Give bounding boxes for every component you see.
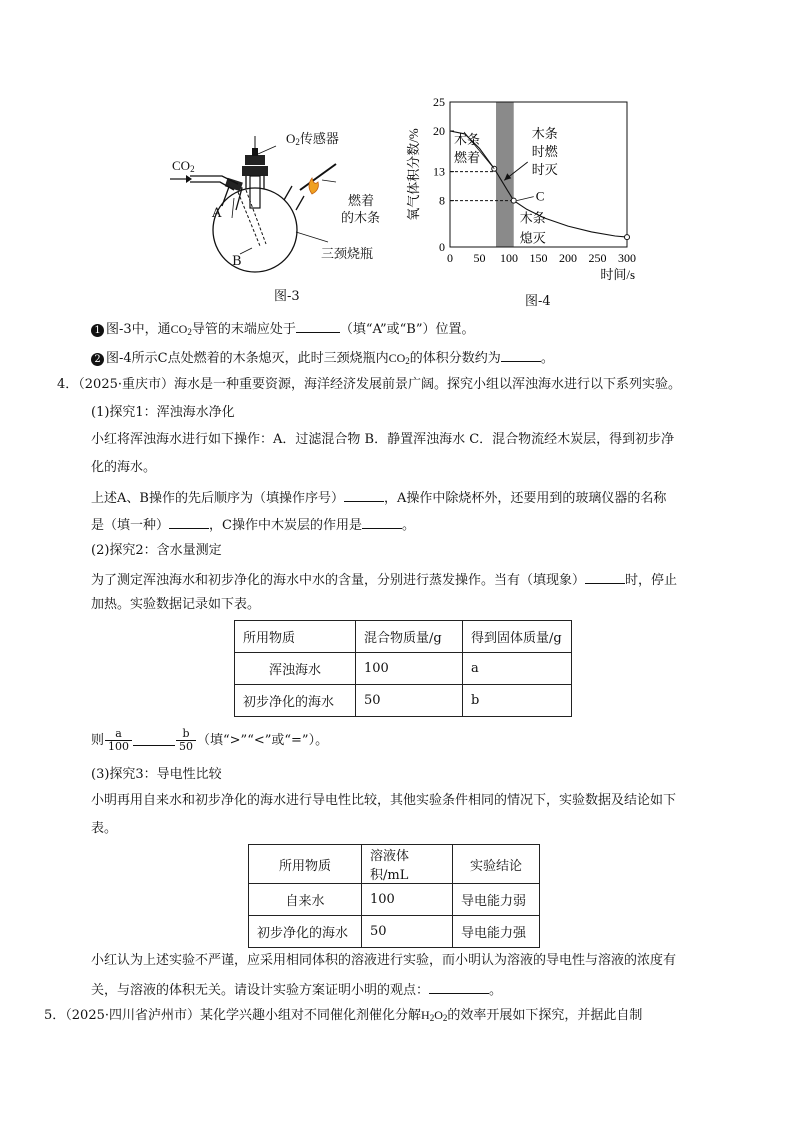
q4-p3-l4-b: 。 [489, 983, 503, 998]
question-source: （2025·重庆市） [78, 377, 174, 392]
q3-l1-tail: （填“A”或“B”）位置。 [339, 322, 475, 337]
q3-line-1 [91, 318, 474, 341]
table-header-row [249, 845, 540, 884]
flask-label: 三颈烧瓶 [321, 247, 374, 262]
q4-compare-line [91, 726, 328, 756]
q4-p3-title: (3)探究3：导电性比较 [91, 767, 222, 782]
answer-blank[interactable] [362, 514, 402, 529]
q4-p2-line-1 [91, 569, 677, 590]
q4-p3-line-1: 小明再用自来水和初步净化的海水进行导电性比较，其他实验条件相同的情况下，实验数据及结论如下 [91, 793, 677, 808]
q4-p1-line-3 [91, 487, 666, 508]
formula-h: H [421, 1008, 430, 1022]
table-cell: a [463, 653, 572, 685]
q4-intro [57, 376, 681, 394]
annotation-out-2: 熄灭 [519, 230, 546, 246]
table-conductivity [248, 844, 540, 948]
q3-l1-pre: 图-3中，通 [106, 322, 171, 337]
q4-p1-line-1: 小红将浑浊海水进行如下操作：A．过滤混合物 B．静置浑浊海水 C．混合物流经木炭层，得到初步净 [91, 432, 675, 447]
fraction-denominator: 50 [176, 740, 196, 753]
table-cell: 初步净化的海水 [235, 685, 356, 717]
o2-rest: 传感器 [299, 131, 339, 146]
q4-p3-line-4 [91, 979, 502, 1000]
table-row [235, 685, 572, 717]
q4-p1-l3-a: 上述A、B操作的先后顺序为（填操作序号） [91, 491, 344, 506]
o2-sensor-label [286, 128, 339, 147]
y-axis-label: 氧气体积分数/% [406, 128, 421, 221]
annotation-dim-3: 时灭 [531, 162, 558, 177]
co2-main: CO [172, 158, 191, 173]
formula-sub: 2 [442, 1013, 448, 1023]
y-tick-label: 20 [433, 124, 445, 138]
answer-blank[interactable] [429, 979, 489, 994]
q3-line-2 [91, 347, 554, 370]
figure-4-caption: 图-4 [525, 294, 551, 309]
table-row [249, 916, 540, 948]
label-a: A [212, 206, 222, 221]
table-header: 实验结论 [453, 845, 540, 884]
x-tick-label: 150 [529, 251, 548, 265]
h2o2-formula [421, 1008, 447, 1022]
q4-p1-title: (1)探究1：浑浊海水净化 [91, 405, 235, 420]
y-tick-label: 0 [439, 240, 445, 254]
q4-intro-text: 海水是一种重要资源，海洋经济发展前景广阔。探究小组以浑浊海水进行以下系列实验。 [174, 377, 682, 392]
q4-p3-l4-a: 关，与溶液的体积无关。请设计实验方案证明小明的观点： [91, 983, 430, 998]
figure-3-caption: 图-3 [274, 289, 300, 304]
annotation-burning-2: 燃着 [454, 150, 481, 165]
circle-number-2: 2 [91, 353, 104, 366]
co2-label [172, 158, 195, 174]
q3-l2-tail: 。 [540, 351, 554, 366]
table-cell: 50 [362, 916, 453, 948]
middle-stopper [242, 166, 268, 176]
o2-sub: 2 [295, 137, 300, 147]
fraction-a-100 [105, 728, 132, 753]
point-label-c: C [535, 188, 545, 204]
q4-p3-line-3: 小红认为上述实验不严谨，应采用相同体积的溶液进行实验，而小明认为溶液的导电性与溶液的浓度有 [91, 953, 677, 968]
table-cell: 100 [356, 653, 463, 685]
x-tick-label: 300 [618, 251, 636, 265]
fraction-b-50 [176, 728, 196, 753]
formula-o: O [434, 1008, 443, 1022]
question-number: 4． [57, 377, 79, 392]
answer-blank[interactable] [344, 487, 384, 502]
table-cell: 100 [362, 884, 453, 916]
label-b: B [232, 254, 242, 269]
q4-p3-line-2: 表。 [91, 821, 118, 836]
data-point [625, 235, 630, 240]
table-cell: 自来水 [249, 884, 362, 916]
q3-l2-sub: 2 [405, 356, 410, 366]
table-header: 所用物质 [235, 621, 356, 653]
fraction-numerator: b [182, 727, 190, 740]
circle-number-1: 1 [91, 324, 104, 337]
annotation-burning-1: 木条 [454, 132, 481, 147]
q4-p2-l1-b: 时，停止 [625, 573, 678, 588]
annotation-out-1: 木条 [519, 210, 546, 226]
q4-p1-l3-b: ，A操作中除烧杯外，还要用到的玻璃仪器的名称 [383, 491, 667, 506]
point-c-leader [517, 197, 534, 201]
y-tick-label: 25 [433, 95, 445, 109]
table-cell: 初步净化的海水 [249, 916, 362, 948]
q5-text-a: 某化学兴趣小组对不同催化剂催化分解 [200, 1008, 422, 1023]
answer-blank[interactable] [169, 514, 209, 529]
q4-p1-line-4 [91, 514, 415, 535]
table-water-content [234, 620, 572, 717]
q4-p1-line-2: 化的海水。 [91, 460, 157, 475]
table-cell: 浑浊海水 [235, 653, 356, 685]
x-tick-label: 200 [559, 251, 577, 265]
compare-prefix: 则 [91, 733, 105, 748]
table-header: 溶液体积/mL [362, 845, 453, 884]
answer-blank[interactable] [585, 569, 625, 584]
formula-sub: 2 [429, 1013, 435, 1023]
answer-blank[interactable] [501, 347, 541, 362]
burning-label-1: 燃着 [348, 194, 375, 209]
annotation-dim-1: 木条 [531, 126, 558, 141]
o2-sensor-top [245, 155, 265, 165]
y-tick-label: 8 [439, 193, 445, 208]
q5-intro [44, 1006, 642, 1027]
burning-label-2: 的木条 [341, 211, 381, 226]
table-header-row [235, 621, 572, 653]
y-tick-label: 13 [433, 164, 445, 179]
q5-text-b: 的效率开展如下探究，并据此自制 [447, 1008, 643, 1023]
table-cell: b [463, 685, 572, 717]
q4-p1-l4-a: 是（填一种） [91, 518, 170, 533]
q4-p2-title: (2)探究2：含水量测定 [91, 543, 222, 558]
figure-4-chart [402, 92, 662, 292]
question-number: 5． [44, 1008, 66, 1023]
o2-sensor-cap [252, 148, 258, 156]
q3-l2-co2: CO [388, 351, 406, 365]
q3-l2-pre: 图-4所示C点处燃着的木条熄灭，此时三颈烧瓶内 [106, 351, 389, 366]
table-header: 所用物质 [249, 845, 362, 884]
x-tick-label: 50 [473, 251, 486, 265]
flask-body [213, 188, 297, 272]
table-cell: 50 [356, 685, 463, 717]
co2-sub: 2 [190, 164, 195, 174]
x-tick-label: 100 [500, 251, 518, 265]
table-row [249, 884, 540, 916]
answer-blank[interactable] [296, 318, 340, 333]
q3-l1-co2: CO [170, 322, 188, 336]
q4-p1-l4-b: ，C操作中木炭层的作用是 [209, 518, 362, 533]
x-axis-label: 时间/s [600, 267, 635, 282]
inner-dashed-tube [238, 190, 266, 246]
q3-l1-post: 导管的末端应处于 [191, 322, 296, 337]
table-header: 混合物质量/g [356, 621, 463, 653]
table-cell: 导电能力强 [453, 916, 540, 948]
o2-sensor-body [250, 176, 260, 208]
answer-blank[interactable] [133, 735, 175, 746]
q3-l2-post: 的体积分数约为 [409, 351, 501, 366]
q4-p1-l4-c: 。 [401, 518, 415, 533]
q4-p2-l1-a: 为了测定浑浊海水和初步净化的海水中水的含量，分别进行蒸发操作。当有（填现象） [91, 573, 586, 588]
data-point [511, 198, 516, 203]
compare-suffix: （填“>”“<”或“=”）。 [197, 733, 329, 748]
table-row [235, 653, 572, 685]
o2-main: O [286, 131, 296, 146]
x-tick-label: 250 [588, 251, 607, 265]
fraction-numerator: a [115, 727, 122, 740]
table-cell: 导电能力弱 [453, 884, 540, 916]
question-source: （2025·四川省泸州市） [65, 1008, 200, 1023]
table-header: 得到固体质量/g [463, 621, 572, 653]
q3-l1-sub: 2 [187, 327, 192, 337]
x-tick-label: 0 [447, 251, 453, 265]
annotation-dim-2: 时燃 [531, 144, 558, 159]
q4-p2-line-2: 加热。实验数据记录如下表。 [91, 597, 261, 612]
fraction-denominator: 100 [105, 740, 132, 753]
